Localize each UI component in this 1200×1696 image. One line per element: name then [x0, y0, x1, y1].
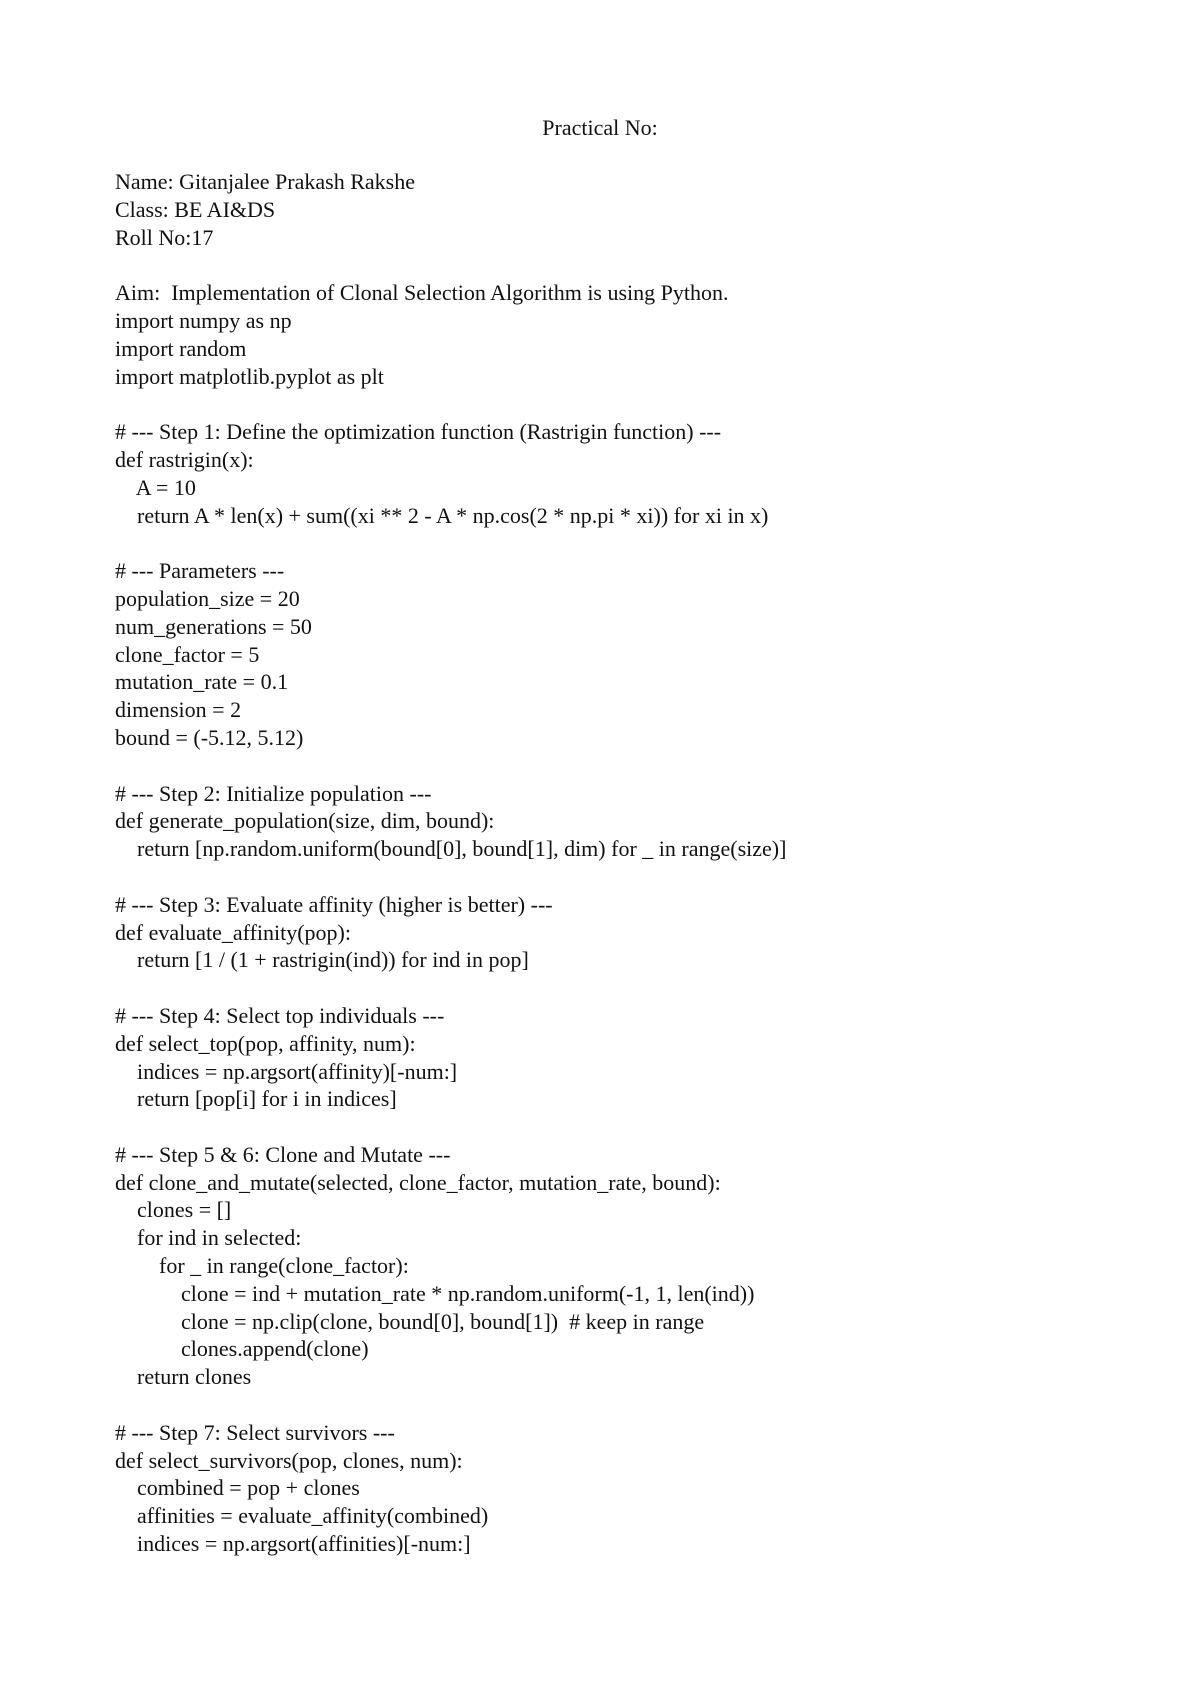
code-line: clones = [] [115, 1197, 232, 1223]
spacer [115, 251, 1155, 279]
blank-line [115, 390, 1155, 418]
blank-line [115, 974, 1155, 1002]
code-line: def generate_population(size, dim, bound): [115, 808, 495, 834]
code-line: indices = np.argsort(affinities)[-num:] [115, 1531, 471, 1557]
code-line: # --- Parameters --- [115, 558, 285, 584]
student-class: Class: BE AI&DS [115, 196, 276, 222]
code-line: # --- Step 3: Evaluate affinity (higher is better) --- [115, 891, 553, 917]
code-listing [115, 307, 1155, 1558]
code-line: dimension = 2 [115, 697, 242, 723]
aim-statement: Aim: Implementation of Clonal Selection Algorithm is using Python. [115, 280, 729, 306]
code-line: return A * len(x) + sum((xi ** 2 - A * np.cos(2 * np.pi * xi)) for xi in x) [115, 502, 769, 528]
code-line: combined = pop + clones [115, 1475, 360, 1501]
document-body [115, 168, 1155, 1558]
code-line: A = 10 [115, 474, 196, 500]
code-line: clone = np.clip(clone, bound[0], bound[1]) # keep in range [115, 1308, 705, 1334]
code-line: mutation_rate = 0.1 [115, 669, 289, 695]
code-line: def clone_and_mutate(selected, clone_factor, mutation_rate, bound): [115, 1169, 721, 1195]
blank-line [115, 529, 1155, 557]
blank-line [115, 752, 1155, 780]
blank-line [115, 1113, 1155, 1141]
code-line: return [1 / (1 + rastrigin(ind)) for ind in pop] [115, 947, 529, 973]
code-line: def select_survivors(pop, clones, num): [115, 1447, 463, 1473]
code-line: clones.append(clone) [115, 1336, 369, 1362]
code-line: indices = np.argsort(affinity)[-num:] [115, 1058, 458, 1084]
blank-line [115, 1391, 1155, 1419]
blank-line [115, 863, 1155, 891]
code-line: return clones [115, 1364, 252, 1390]
code-line: for ind in selected: [115, 1225, 302, 1251]
code-line: def select_top(pop, affinity, num): [115, 1030, 416, 1056]
code-line: import numpy as np [115, 307, 292, 333]
page-title: Practical No: [542, 115, 658, 140]
code-line: # --- Step 2: Initialize population --- [115, 780, 432, 806]
student-roll-no: Roll No:17 [115, 224, 214, 250]
student-name: Name: Gitanjalee Prakash Rakshe [115, 169, 415, 194]
code-line: # --- Step 1: Define the optimization function (Rastrigin function) --- [115, 419, 722, 445]
code-line: population_size = 20 [115, 585, 300, 611]
code-line: def evaluate_affinity(pop): [115, 919, 351, 945]
code-line: for _ in range(clone_factor): [115, 1253, 409, 1279]
code-line: clone = ind + mutation_rate * np.random.uniform(-1, 1, len(ind)) [115, 1280, 755, 1306]
code-line: # --- Step 7: Select survivors --- [115, 1419, 395, 1445]
code-line: bound = (-5.12, 5.12) [115, 724, 304, 750]
code-line: import matplotlib.pyplot as plt [115, 363, 384, 389]
code-line: num_generations = 50 [115, 613, 312, 639]
code-line: # --- Step 4: Select top individuals --- [115, 1002, 445, 1028]
code-line: return [pop[i] for i in indices] [115, 1086, 397, 1112]
code-line: import random [115, 335, 247, 361]
code-line: def rastrigin(x): [115, 446, 254, 472]
code-line: return [np.random.uniform(bound[0], bound[1], dim) for _ in range(size)] [115, 836, 787, 862]
code-line: affinities = evaluate_affinity(combined) [115, 1503, 489, 1529]
code-line: # --- Step 5 & 6: Clone and Mutate --- [115, 1141, 451, 1167]
code-line: clone_factor = 5 [115, 641, 260, 667]
